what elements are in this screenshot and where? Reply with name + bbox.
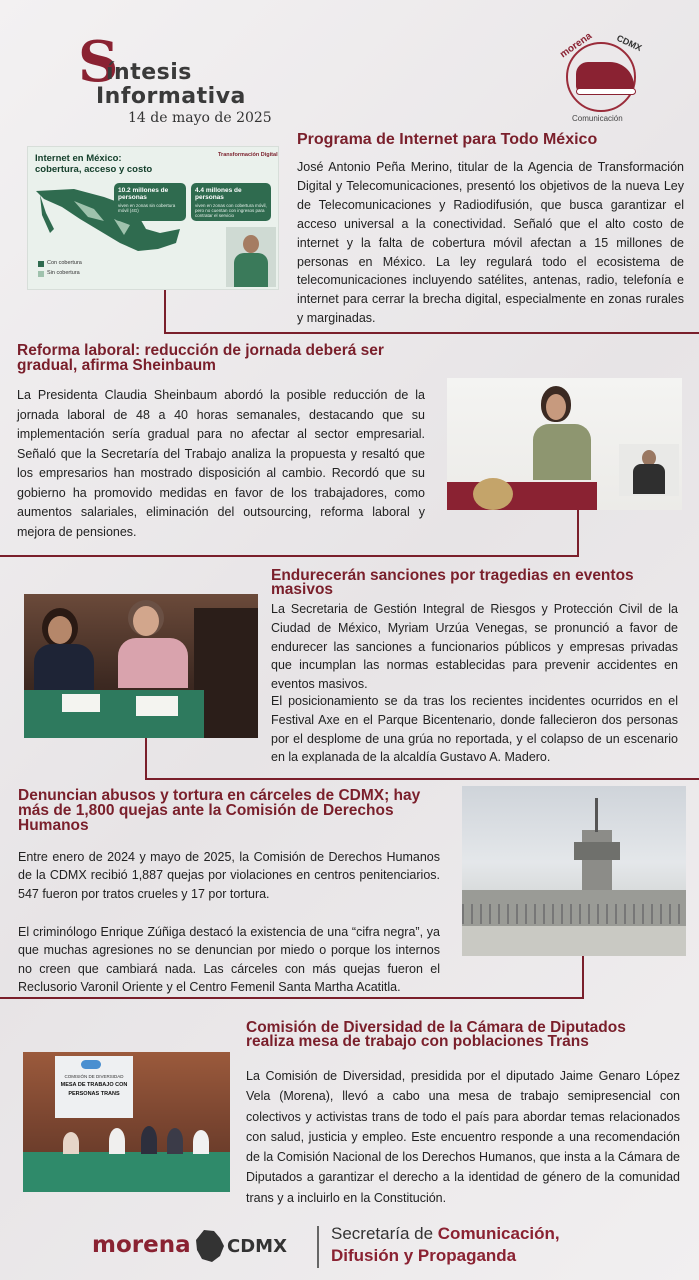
infographic-brand: Transformación Digital <box>218 152 278 158</box>
logo-letter-s: S <box>78 29 119 95</box>
badge-cdmx-text: CDMX <box>615 32 644 54</box>
article-2-photo-sheinbaum <box>447 378 682 510</box>
stat-card-1 <box>114 183 186 221</box>
footer-divider <box>317 1226 319 1268</box>
stat-2-number: 4.4 millones de personas <box>195 187 242 201</box>
divider-horizontal-4 <box>0 997 584 999</box>
stat-1-number: 10.2 millones de personas <box>118 187 169 201</box>
article-4-title-line-1: Denuncian abusos y tortura en cárceles de CDMX; hay <box>18 787 421 804</box>
badge-comunicacion-text: Comunicación <box>572 114 623 123</box>
article-4-body-1: Entre enero de 2024 y mayo de 2025, la Comisión de Derechos Humanos de la CDMX recibió 1,887 quejas por violaciones en centros penitenciarios. 547 fueron por tratos crueles y 17 por tortura. <box>18 850 440 901</box>
diversity-banner <box>55 1056 133 1118</box>
article-2-title-line-2: gradual, afirma Sheinbaum <box>17 357 216 374</box>
divider-vertical-1 <box>164 290 166 333</box>
article-4-body-2: El criminólogo Enrique Zúñiga destacó la existencia de una “cifra negra”, ya que muchas agresiones no se denuncian por miedo o porque los internos no creen que cambiará nada. Las cárceles con más quejas fueron el Reclusorio Varonil Oriente y el Centro Femenil Santa Martha Acatitla. <box>18 925 440 994</box>
article-3-title-line-1: Endurecerán sanciones por tragedias en eventos <box>271 567 634 584</box>
article-2-title-line-1: Reforma laboral: reducción de jornada deberá ser <box>17 342 384 359</box>
divider-vertical-2 <box>577 510 579 556</box>
article-4-title-line-2: más de 1,800 quejas ante la Comisión de Derechos <box>18 802 394 819</box>
article-5-title-line-2: realiza mesa de trabajo con poblaciones Trans <box>246 1033 589 1050</box>
article-4-photo-prison <box>462 786 686 956</box>
footer-comunicacion-bold: Comunicación, <box>437 1224 560 1243</box>
divider-horizontal-2 <box>0 555 579 557</box>
article-1-body: José Antonio Peña Merino, titular de la Agencia de Transformación Digital y Telecomunicaciones, presentó los objetivos de la nueva Ley de Telecomunicaciones y Radiodifusión, que busca garantizar el acceso universal a la conectividad. Señaló que el alto costo de internet y la falta de cobertura móvil afectan a 15 millones de personas en México. La ley regulará todo el ecosistema de telecomunicaciones incluyendo satélites, antenas, radio, telefonía e internet para cerrar la brecha digital, especialmente en zonas rurales y marginadas. <box>297 160 684 326</box>
footer-cdmx-wordmark: CDMX <box>227 1236 287 1257</box>
article-3-title-line-2: masivos <box>271 581 334 598</box>
article-5-title-line-1: Comisión de Diversidad de la Cámara de Diputados <box>246 1019 626 1036</box>
stat-1-text: viven en zonas sin cobertura móvil (4G) <box>118 203 176 213</box>
shoe-sole-icon <box>576 88 636 95</box>
article-3-body-2: El posicionamiento se da tras los recientes incidentes ocurridos en el Festival Axe en el Parque Bicentenario, donde fallecieron dos personas por el desplome de una grúa no reportada, y el colapso de un escenario en la explanada de la alcaldía Gustavo A. Madero. <box>271 694 678 765</box>
footer-secretaria-line-1 <box>331 1224 560 1244</box>
article-4-title-line-3: Humanos <box>18 817 89 834</box>
divider-horizontal-1 <box>164 332 699 334</box>
banner-line-1: COMISIÓN DE DIVERSIDAD <box>64 1074 124 1079</box>
article-3-photo-meeting <box>24 594 258 738</box>
divider-horizontal-3 <box>145 778 699 780</box>
footer-secretaria-line-2: Difusión y Propaganda <box>331 1246 517 1265</box>
logo-word-informativa: Informativa <box>96 84 246 109</box>
infographic-title: Internet en México: cobertura, acceso y costo <box>35 153 153 175</box>
article-5-photo-diversity-session <box>23 1052 230 1192</box>
legend-swatch-uncovered <box>38 271 44 277</box>
banner-line-3: PERSONAS TRANS <box>68 1091 120 1097</box>
banner-line-2: MESA DE TRABAJO CON <box>60 1082 128 1088</box>
morena-cdmx-comunicacion-logo <box>558 30 644 123</box>
legend-uncovered: Sin cobertura <box>47 270 80 276</box>
article-1-title: Programa de Internet para Todo México <box>297 131 598 148</box>
legend-covered: Con cobertura <box>47 260 82 266</box>
stat-2-text: viven en zonas con cobertura móvil, pero no cuentan con ingresos para contratar el servicio <box>195 203 267 218</box>
article-3-body-1: La Secretaria de Gestión Integral de Riesgos y Protección Civil de la Ciudad de México, Myriam Urzúa Venegas, se pronunció a favor de endurecer las sanciones a funcionarios públicos y empresas privadas que incumplan las normas establecidas para prevenir accidentes en eventos masivos. <box>271 602 678 692</box>
article-5-body: La Comisión de Diversidad, presidida por el diputado Jaime Genaro López Vela (Morena), llevó a cabo una mesa de trabajo semipresencial con colectivos y activistas trans de todo el país para abordar temas relacionados con salud, justicia y empleo. Este encuentro responde a una recomendación de la Comisión Nacional de los Derechos Humanos, que insta a la Cámara de Diputados a garantizar el derecho a la identidad de género de la comunidad trans y a incluirlo en la Constitución. <box>246 1069 680 1205</box>
badge-morena-text: morena <box>558 30 595 61</box>
divider-vertical-3 <box>145 738 147 779</box>
logo-word-sintesis: íntesis <box>106 60 192 85</box>
cdmx-map-icon <box>194 1228 226 1264</box>
footer-secretaria-plain: Secretaría de <box>331 1224 438 1243</box>
article-1-infographic <box>27 146 279 290</box>
divider-vertical-4 <box>582 956 584 998</box>
article-2-body: La Presidenta Claudia Sheinbaum abordó la posible reducción de la jornada laboral de 48 a 40 horas semanales, destacando que su implementación sería gradual para no afectar al sector empresarial. Señaló que la Secretaría del Trabajo analiza la propuesta y resaltó que los empresarios han mostrado disposición al cambio. Recordó que su gobierno ha promovido medidas en favor de los trabajadores, como aumentos salariales, eliminación del outsourcing, reforma laboral y mejora de pensiones. <box>17 388 425 539</box>
publication-date: 14 de mayo de 2025 <box>128 110 272 126</box>
stat-card-2 <box>191 183 271 221</box>
legend-swatch-covered <box>38 261 44 267</box>
footer-morena-wordmark: morena <box>92 1232 191 1258</box>
sign-interpreter-photo <box>226 227 276 287</box>
